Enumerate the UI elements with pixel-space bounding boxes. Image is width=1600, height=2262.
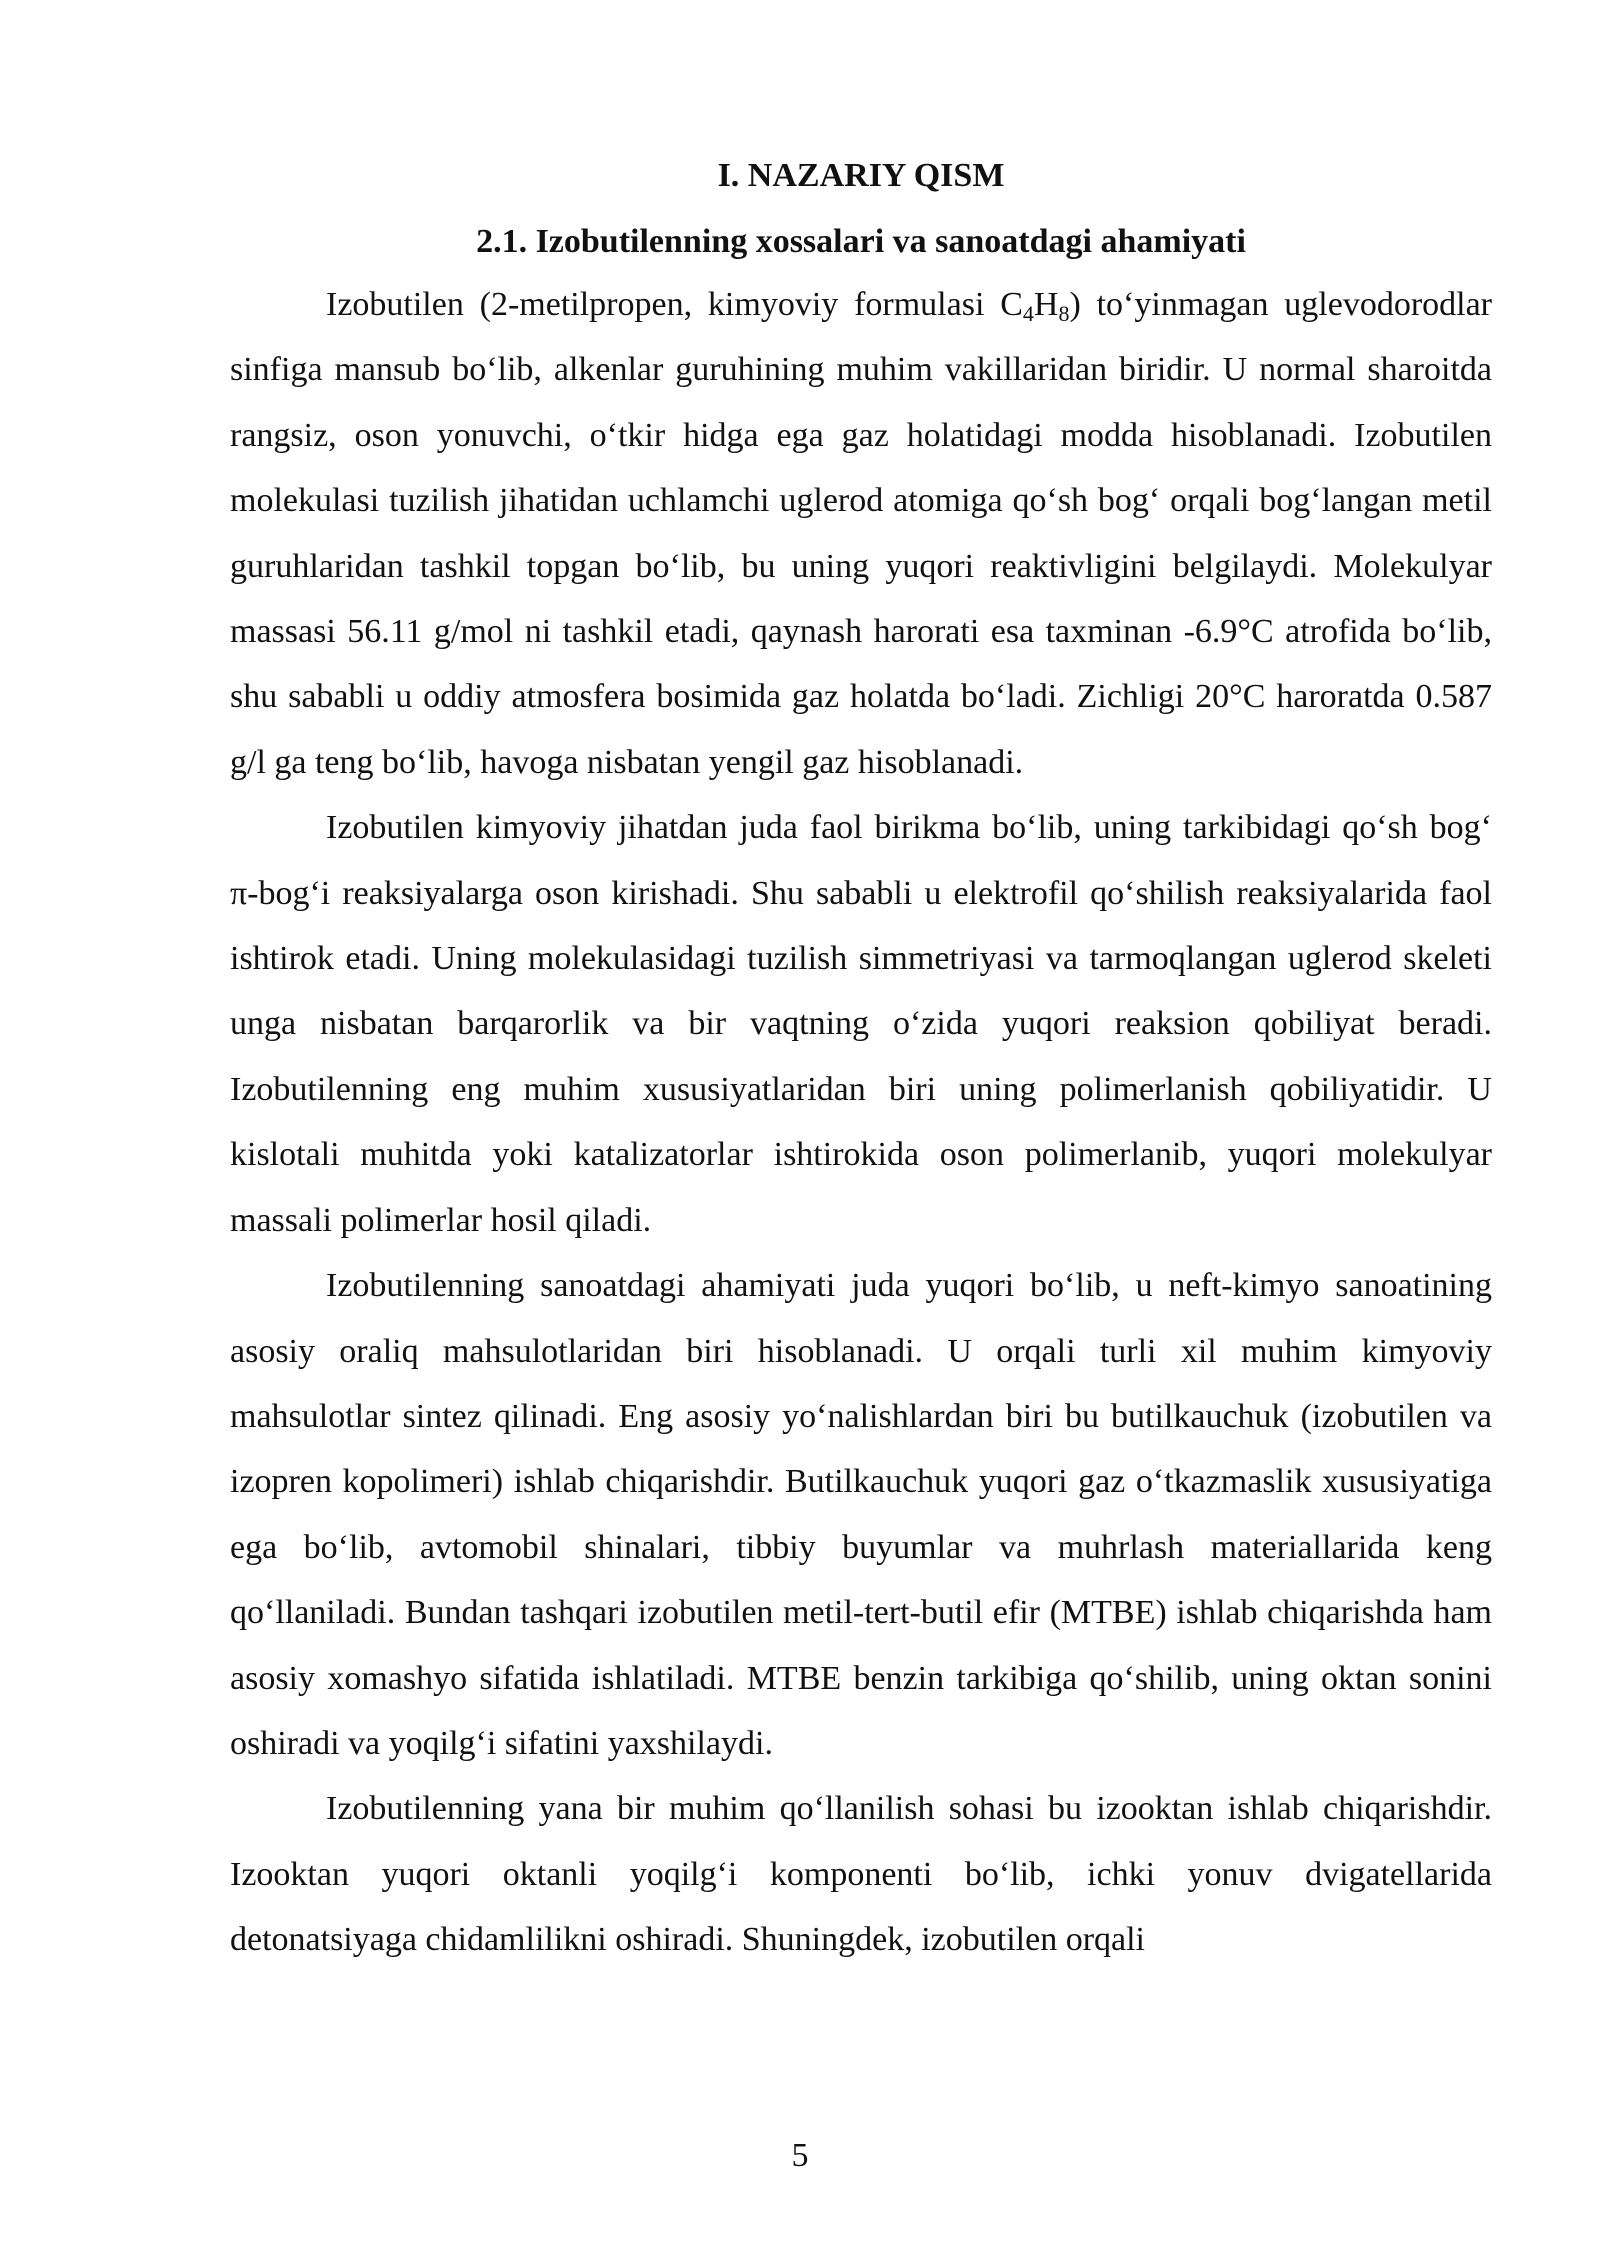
paragraph-4: Izobutilenning yana bir muhim qo‘llanilish sohasi bu izooktan ishlab chiqarishdir. Izooktan yuqori oktanli yoqilg‘i komponenti bo‘lib, ichki yonuv dvigatellarida detonatsiyaga chidamlilikni oshiradi. Shuningdek, izobutilen orqali [230, 1790, 1492, 1959]
page-number: 5 [791, 2137, 809, 2174]
formula-carbon-subscript: 4 [1022, 301, 1034, 326]
subsection-heading: 2.1. Izobutilenning xossalari va sanoatdagi ahamiyati [476, 223, 1246, 260]
formula-hydrogen-subscript: 8 [1058, 301, 1070, 326]
paragraph-1-text-end: ) to‘yinmagan uglevodorodlar sinfiga mansub bo‘lib, alkenlar guruhining muhim vakillaridan biridir. U normal sharoitda rangsiz, oson yonuvchi, o‘tkir hidga ega gaz holatidagi modda hisoblanadi. Izobutilen molekulasi tuzilish jihatidan uchlamchi uglerod atomiga qo‘sh bog‘ orqali bog‘langan metil guruhlaridan tashkil topgan bo‘lib, bu uning yuqori reaktivligini belgilaydi. Molekulyar massasi 56.11 g/mol ni tashkil etadi, qaynash harorati esa taxminan -6.9°C atrofida bo‘lib, shu sababli u oddiy atmosfera bosimida gaz holatda bo‘ladi. Zichligi 20°C haroratda 0.587 g/l ga teng bo‘lib, havoga nisbatan yengil gaz hisoblanadi. [230, 286, 1492, 781]
formula-carbon: C [1000, 286, 1023, 323]
formula-hydrogen: H [1033, 286, 1059, 323]
section-heading: I. NAZARIY QISM [717, 157, 1005, 194]
paragraph-1 [230, 272, 1492, 795]
paragraph-1-text-start: Izobutilen (2-metilpropen, kimyoviy formulasi [326, 286, 1001, 323]
paragraph-3: Izobutilenning sanoatdagi ahamiyati juda yuqori bo‘lib, u neft-kimyo sanoatining asosiy oraliq mahsulotlaridan biri hisoblanadi. U orqali turli xil muhim kimyoviy mahsulotlar sintez qilinadi. Eng asosiy yo‘nalishlardan biri bu butilkauchuk (izobutilen va izopren kopolimeri) ishlab chiqarishdir. Butilkauchuk yuqori gaz o‘tkazmaslik xususiyatiga ega bo‘lib, avtomobil shinalari, tibbiy buyumlar va muhrlash materiallarida keng qo‘llaniladi. Bundan tashqari izobutilen metil-tert-butil efir (MTBE) ishlab chiqarishda ham asosiy xomashyo sifatida ishlatiladi. MTBE benzin tarkibiga qo‘shilib, uning oktan sonini oshiradi va yoqilg‘i sifatini yaxshilaydi. [230, 1267, 1492, 1762]
page-content [230, 146, 1492, 1973]
chemical-formula [1000, 286, 1070, 326]
paragraph-2: Izobutilen kimyoviy jihatdan juda faol birikma bo‘lib, uning tarkibidagi qo‘sh bog‘ π-bog‘i reaksiyalarga oson kirishadi. Shu sababli u elektrofil qo‘shilish reaksiyalarida faol ishtirok etadi. Uning molekulasidagi tuzilish simmetriyasi va tarmoqlangan uglerod skeleti unga nisbatan barqarorlik va bir vaqtning o‘zida yuqori reaksion qobiliyat beradi. Izobutilenning eng muhim xususiyatlaridan biri uning polimerlanish qobiliyatidir. U kislotali muhitda yoki katalizatorlar ishtirokida oson polimerlanib, yuqori molekulyar massali polimerlar hosil qiladi. [230, 809, 1492, 1239]
